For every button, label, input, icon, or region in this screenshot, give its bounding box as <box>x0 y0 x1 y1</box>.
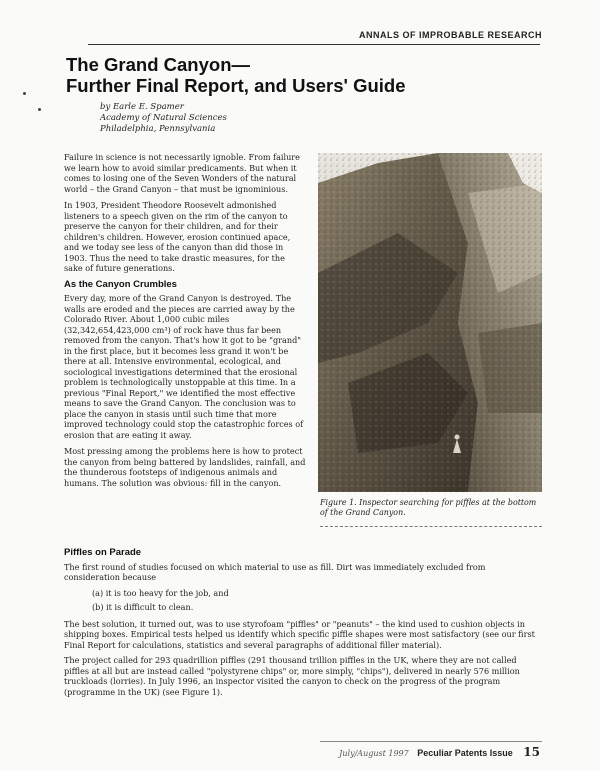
section-heading-piffles: Piffles on Parade <box>64 547 142 558</box>
affiliation-2: Philadelphia, Pennsylvania <box>100 124 216 134</box>
title-line-2: Further Final Report, and Users' Guide <box>66 75 406 96</box>
page-footer <box>339 745 540 759</box>
figure-caption: Figure 1. Inspector searching for piffles at the bottom of the Grand Canyon. <box>320 498 537 517</box>
crumbles-paragraph-1: Every day, more of the Grand Canyon is destroyed. The walls are eroded and the pieces are carried away by the Colorado River. About 1,000 cubic miles (32,342,654,423,000 cm³) of rock have thus far been removed from the canyon. That's how it got to be "grand" in the first place, but it becomes less grand it won't be there at all. Intensive environmental, ecological, and sociological investigations determined that the erosional problem is technologically unstoppable at this time. In a previous "Final Report," we identified the most effective means to save the Grand Canyon. The conclusion was to place the canyon in stasis until such time that more improved technology could stop the catastrophic forces of erosion that are eating it away. <box>64 293 304 440</box>
author: by Earle E. Spamer <box>100 102 184 112</box>
page-number: 15 <box>523 745 540 759</box>
scan-mark <box>23 92 26 95</box>
caption-rule <box>320 526 542 528</box>
piffles-paragraph-2: The best solution, it turned out, was to use styrofoam "piffles" or "peanuts" – the kind used to cushion objects in shipping boxes. Empirical tests helped us identify which specific piffle shapes were most satisfactory (see our first Final Report for calculations, statistics and several paragraphs of additional filler material). <box>64 618 535 650</box>
header-rule <box>88 44 540 45</box>
list-item-b: (b) it is difficult to clean. <box>92 602 194 612</box>
piffles-paragraph-1: The first round of studies focused on which material to use as fill. Dirt was immediately excluded from consideration because <box>64 561 486 582</box>
left-column <box>64 152 306 494</box>
article-title <box>66 54 466 96</box>
section-heading-crumbles: As the Canyon Crumbles <box>64 278 177 290</box>
title-line-1: The Grand Canyon— <box>66 54 250 75</box>
exclusion-list <box>92 588 542 613</box>
affiliation-1: Academy of Natural Sciences <box>100 113 227 123</box>
canyon-photo <box>318 153 542 492</box>
intro-paragraph-2: In 1903, President Theodore Roosevelt admonished listeners to a speech given on the rim of the canyon to preserve the canyon for their children, and for their children's children. However, erosion continued apace, and we today see less of the canyon than did those in 1903. Thus the need to take drastic measures, for the sake of future generations. <box>64 200 291 273</box>
crumbles-paragraph-2: Most pressing among the problems here is how to protect the canyon from being battered by landslides, rainfall, and the thunderous footsteps of indigenous animals and humans. The solution was obvious: fill in the canyon. <box>64 446 306 488</box>
piffles-paragraph-3: The project called for 293 quadrillion piffles (291 thousand trillion piffles in the UK, where they are not called piffles at all but are instead called "polystyrene chips" or, more simply, "chips"), delivered in nearly 576 million truckloads (lorries). In July 1996, an inspector visited the canyon to check on the progress of the program (programme in the UK) (see Figure 1). <box>64 655 520 697</box>
byline <box>100 102 227 135</box>
intro-paragraph-1: Failure in science is not necessarily ignoble. From failure we learn how to avoid similar predicaments. But when it comes to losing one of the Seven Wonders of the natural world – the Grand Canyon – that must be ignominious. <box>64 152 300 194</box>
piffles-section <box>64 548 542 702</box>
scan-mark <box>38 108 41 111</box>
footer-rule <box>320 741 542 742</box>
list-item-a: (a) it is too heavy for the job, and <box>92 587 229 598</box>
issue-label: Peculiar Patents Issue <box>417 748 513 758</box>
issue-date: July/August 1997 <box>339 749 409 758</box>
running-head: ANNALS OF IMPROBABLE RESEARCH <box>358 30 542 40</box>
